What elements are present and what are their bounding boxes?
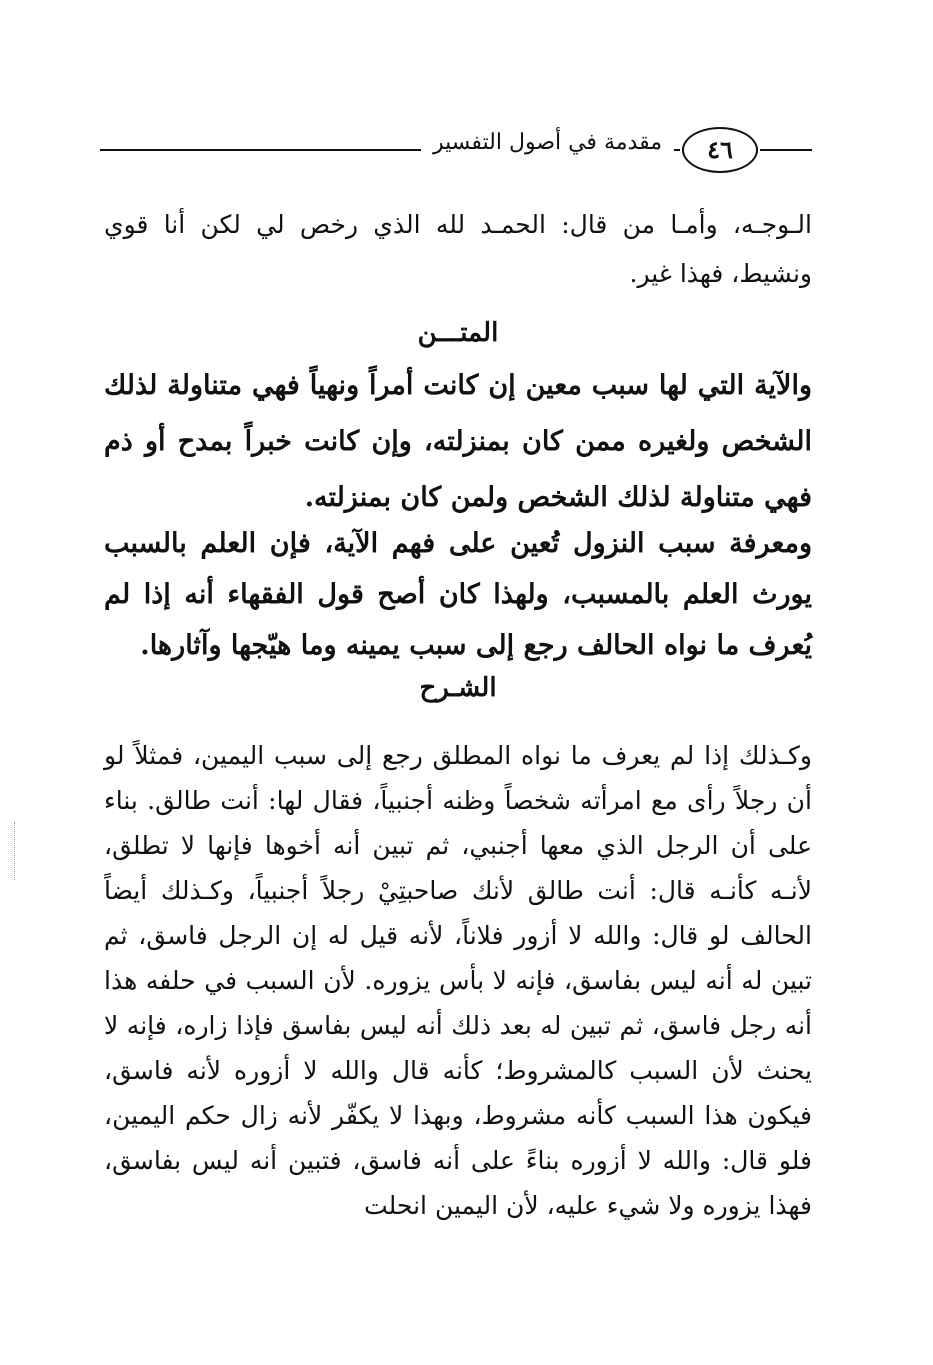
running-header	[100, 122, 812, 178]
scan-edge-mark	[14, 822, 15, 880]
book-title: مقدمة في أصول التفسير	[421, 130, 674, 155]
sharh-heading: الشـرح	[419, 673, 497, 703]
sharh-paragraph: وكـذلك إذا لم يعرف ما نواه المطلق رجع إلى سبب اليمين، فمثلاً لو أن رجلاً رأى مع امرأته شخصاً وظنه أجنبياً، فقال لها: أنت طالق. بناء على أن الرجل الذي معها أجنبي، ثم تبين أنه أخوها فإنها لا تطلق، لأنـه كأنـه قال: أنت طالق لأنك صاحبتِيْ رجلاً أجنبياً، وكـذلك أيضاً الحالف لو قال: والله لا أزور فلاناً، لأنه قيل له إن الرجل فاسق، ثم تبين له أنه ليس بفاسق، فإنه لا بأس يزوره. لأن السبب في حلفه هذا أنه رجل فاسق، ثم تبين له بعد ذلك أنه ليس بفاسق فإذا زاره، فإنه لا يحنث لأن السبب كالمشروط؛ كأنه قال والله لا أزوره لأنه فاسق، فيكون هذا السبب كأنه مشروط، وبهذا لا يكفّر لأنه زال حكم اليمين، فلو قال: والله لا أزوره بناءً على أنه فاسق، فتبين أنه ليس بفاسق، فهذا يزوره ولا شيء عليه، لأن اليمين انحلت	[104, 741, 812, 1220]
matn-paragraph-1: والآية التي لها سبب معين إن كانت أمراً ونهياً فهي متناولة لذلك الشخص ولغيره ممن كان بمنزلته، وإن كانت خبراً بمدح أو ذم فهي متناولة لذلك الشخص ولمن كان بمنزلته.	[104, 370, 812, 513]
page-number: ٤٦	[682, 127, 758, 173]
matn-heading: المتـــن	[417, 318, 499, 348]
intro-paragraph: الـوجـه، وأمـا من قال: الحمـد لله الذي رخص لي لكن أنا قوي ونشيط، فهذا غير.	[104, 210, 812, 288]
matn-paragraph-2: ومعرفة سبب النزول تُعين على فهم الآية، فإن العلم بالسبب يورث العلم بالمسبب، ولهذا كان أصح قول الفقهاء أنه إذا لم يُعرف ما نواه الحالف رجع إلى سبب يمينه وما هيّجها وآثارها.	[104, 528, 812, 661]
header-rule-right	[760, 149, 812, 151]
